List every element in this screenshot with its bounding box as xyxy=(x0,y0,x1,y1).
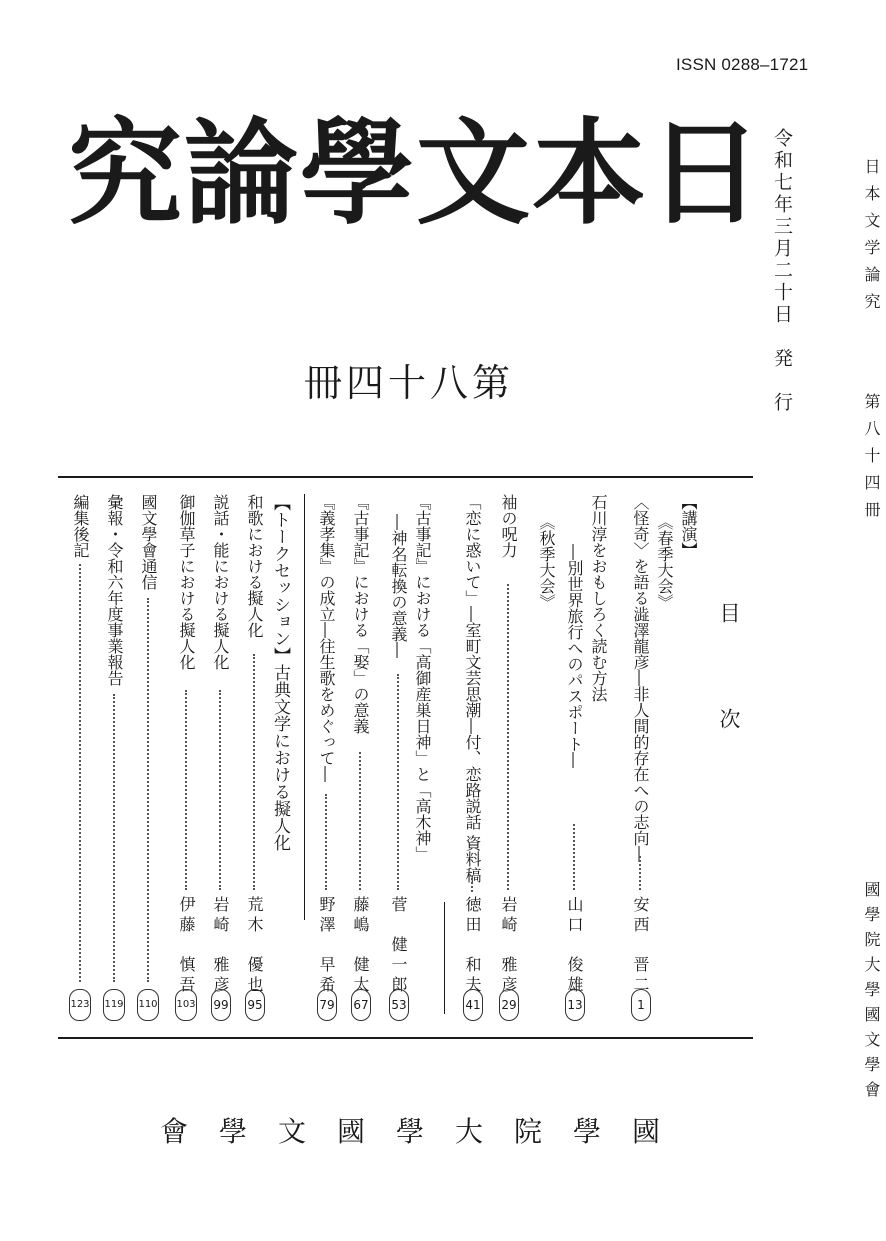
toc-entry-page: 110 xyxy=(137,989,159,1021)
toc-entry xyxy=(676,494,700,1024)
toc-entry-title: 【講演】 xyxy=(679,494,698,558)
toc-entry-title: 御伽草子における擬人化 xyxy=(177,494,196,670)
toc-entry xyxy=(652,494,676,1024)
issue-number: 冊四十八第 xyxy=(304,361,515,405)
toc-entry-title: ―神名転換の意義― xyxy=(389,514,408,658)
toc-entry-author: 岩崎 雅彦 xyxy=(211,896,230,996)
toc-entry-page: 1 xyxy=(631,989,651,1021)
leader-dots xyxy=(397,674,399,890)
toc-entry-title: 『古事記』における「娶」の意義 xyxy=(351,494,370,734)
toc-entry[interactable] xyxy=(102,494,126,1024)
toc-entry-title: 説話・能における擬人化 xyxy=(211,494,230,670)
toc-entry-page: 99 xyxy=(211,989,231,1021)
toc-entry[interactable] xyxy=(628,494,652,1024)
toc-entry-author: 安西 晋二 xyxy=(631,896,650,996)
section-divider xyxy=(444,902,445,1014)
spine-publisher: 國學院大學國文學會 xyxy=(862,881,881,1106)
toc-entry xyxy=(534,494,558,1024)
toc-entry-title: 彙報・令和六年度事業報告 xyxy=(105,494,124,686)
toc-entry-title: 『義孝集』の成立―往生歌をめぐって― xyxy=(317,494,336,782)
toc-entry-page: 29 xyxy=(499,989,519,1021)
toc-entry-page: 119 xyxy=(103,989,125,1021)
toc-entry xyxy=(586,494,610,1024)
toc-heading: 目次 xyxy=(717,602,741,814)
toc-entry[interactable] xyxy=(348,494,372,1024)
toc-entry[interactable] xyxy=(136,494,160,1024)
toc-entry-title: 《秋季大会》 xyxy=(537,514,556,610)
toc-entry[interactable] xyxy=(460,494,484,1024)
leader-dots xyxy=(185,690,187,890)
toc-entry-title: 【トークセッション】古典文学における擬人化 xyxy=(270,494,290,851)
toc-entry xyxy=(410,494,434,1024)
toc-entry-author: 荒木 優也 xyxy=(245,896,264,996)
leader-dots xyxy=(325,794,327,890)
publication-date: 令和七年三月二十日 発 行 xyxy=(771,128,793,414)
toc-entry-title: 《春季大会》 xyxy=(655,514,674,610)
toc-entry-author: 野澤 早希 xyxy=(317,896,336,996)
toc-entry-title: 〈怪奇〉を語る澁澤龍彦―非人間的存在への志向― xyxy=(631,494,650,862)
toc-entry-title: 國文學會通信 xyxy=(139,494,158,590)
toc-entry-author: 岩崎 雅彦 xyxy=(499,896,518,996)
toc-entry xyxy=(268,494,292,1024)
toc-entry[interactable] xyxy=(68,494,92,1024)
leader-dots xyxy=(507,584,509,890)
toc-entry[interactable] xyxy=(562,494,586,1024)
toc-entry-author: 徳田 和夫 xyxy=(463,896,482,996)
toc-entry-author: 藤嶋 健太 xyxy=(351,896,370,996)
toc-entry-page: 95 xyxy=(245,989,265,1021)
toc-entry-author: 伊藤 慎吾 xyxy=(177,896,196,996)
toc-entry[interactable] xyxy=(314,494,338,1024)
toc-entry[interactable] xyxy=(208,494,232,1024)
leader-dots xyxy=(471,878,473,892)
toc-entry-title: 袖の呪力 xyxy=(499,494,518,558)
leader-dots xyxy=(639,856,641,890)
toc-entry-author: 菅 健一郎 xyxy=(389,896,408,996)
issn-number: ISSN 0288–1721 xyxy=(676,55,809,74)
toc-entry-page: 123 xyxy=(69,989,91,1021)
toc-entry-page: 79 xyxy=(317,989,337,1021)
spine-volume: 第八十四冊 xyxy=(862,393,881,528)
spine-title: 日本文学論究 xyxy=(862,158,881,320)
toc-entry-title: 和歌における擬人化 xyxy=(245,494,264,638)
section-divider xyxy=(304,494,305,920)
toc-bottom-rule xyxy=(58,1037,753,1039)
leader-dots xyxy=(79,564,81,982)
toc-entry-title: 編集後記 xyxy=(71,494,90,558)
toc-entry-title: 「恋に惑いて」―室町文芸思潮―付、恋路説話 資料稿 xyxy=(463,494,482,884)
toc-entry[interactable] xyxy=(496,494,520,1024)
toc-entry-page: 53 xyxy=(389,989,409,1021)
leader-dots xyxy=(147,598,149,982)
toc-entry-title: ―別世界旅行へのパスポート― xyxy=(565,544,584,768)
publisher-name: 會學文國學大院學國 xyxy=(160,1115,692,1148)
leader-dots xyxy=(113,694,115,982)
toc-entry-author: 山口 俊雄 xyxy=(565,896,584,996)
leader-dots xyxy=(253,654,255,890)
toc-entry-title: 『古事記』における「高御産巣日神」と「高木神」 xyxy=(413,494,432,862)
toc-entry[interactable] xyxy=(386,494,410,1024)
leader-dots xyxy=(219,690,221,890)
leader-dots xyxy=(573,824,575,890)
journal-title: 究論學文本日 xyxy=(68,106,765,240)
toc-entry[interactable] xyxy=(242,494,266,1024)
toc-entry-page: 41 xyxy=(463,989,483,1021)
toc-entry-title: 石川淳をおもしろく読む方法 xyxy=(589,494,608,702)
toc-top-rule xyxy=(58,476,753,478)
toc-entry-page: 13 xyxy=(565,989,585,1021)
toc-entry-page: 103 xyxy=(175,989,197,1021)
leader-dots xyxy=(359,752,361,890)
table-of-contents xyxy=(64,494,710,1024)
toc-entry-page: 67 xyxy=(351,989,371,1021)
toc-entry[interactable] xyxy=(174,494,198,1024)
